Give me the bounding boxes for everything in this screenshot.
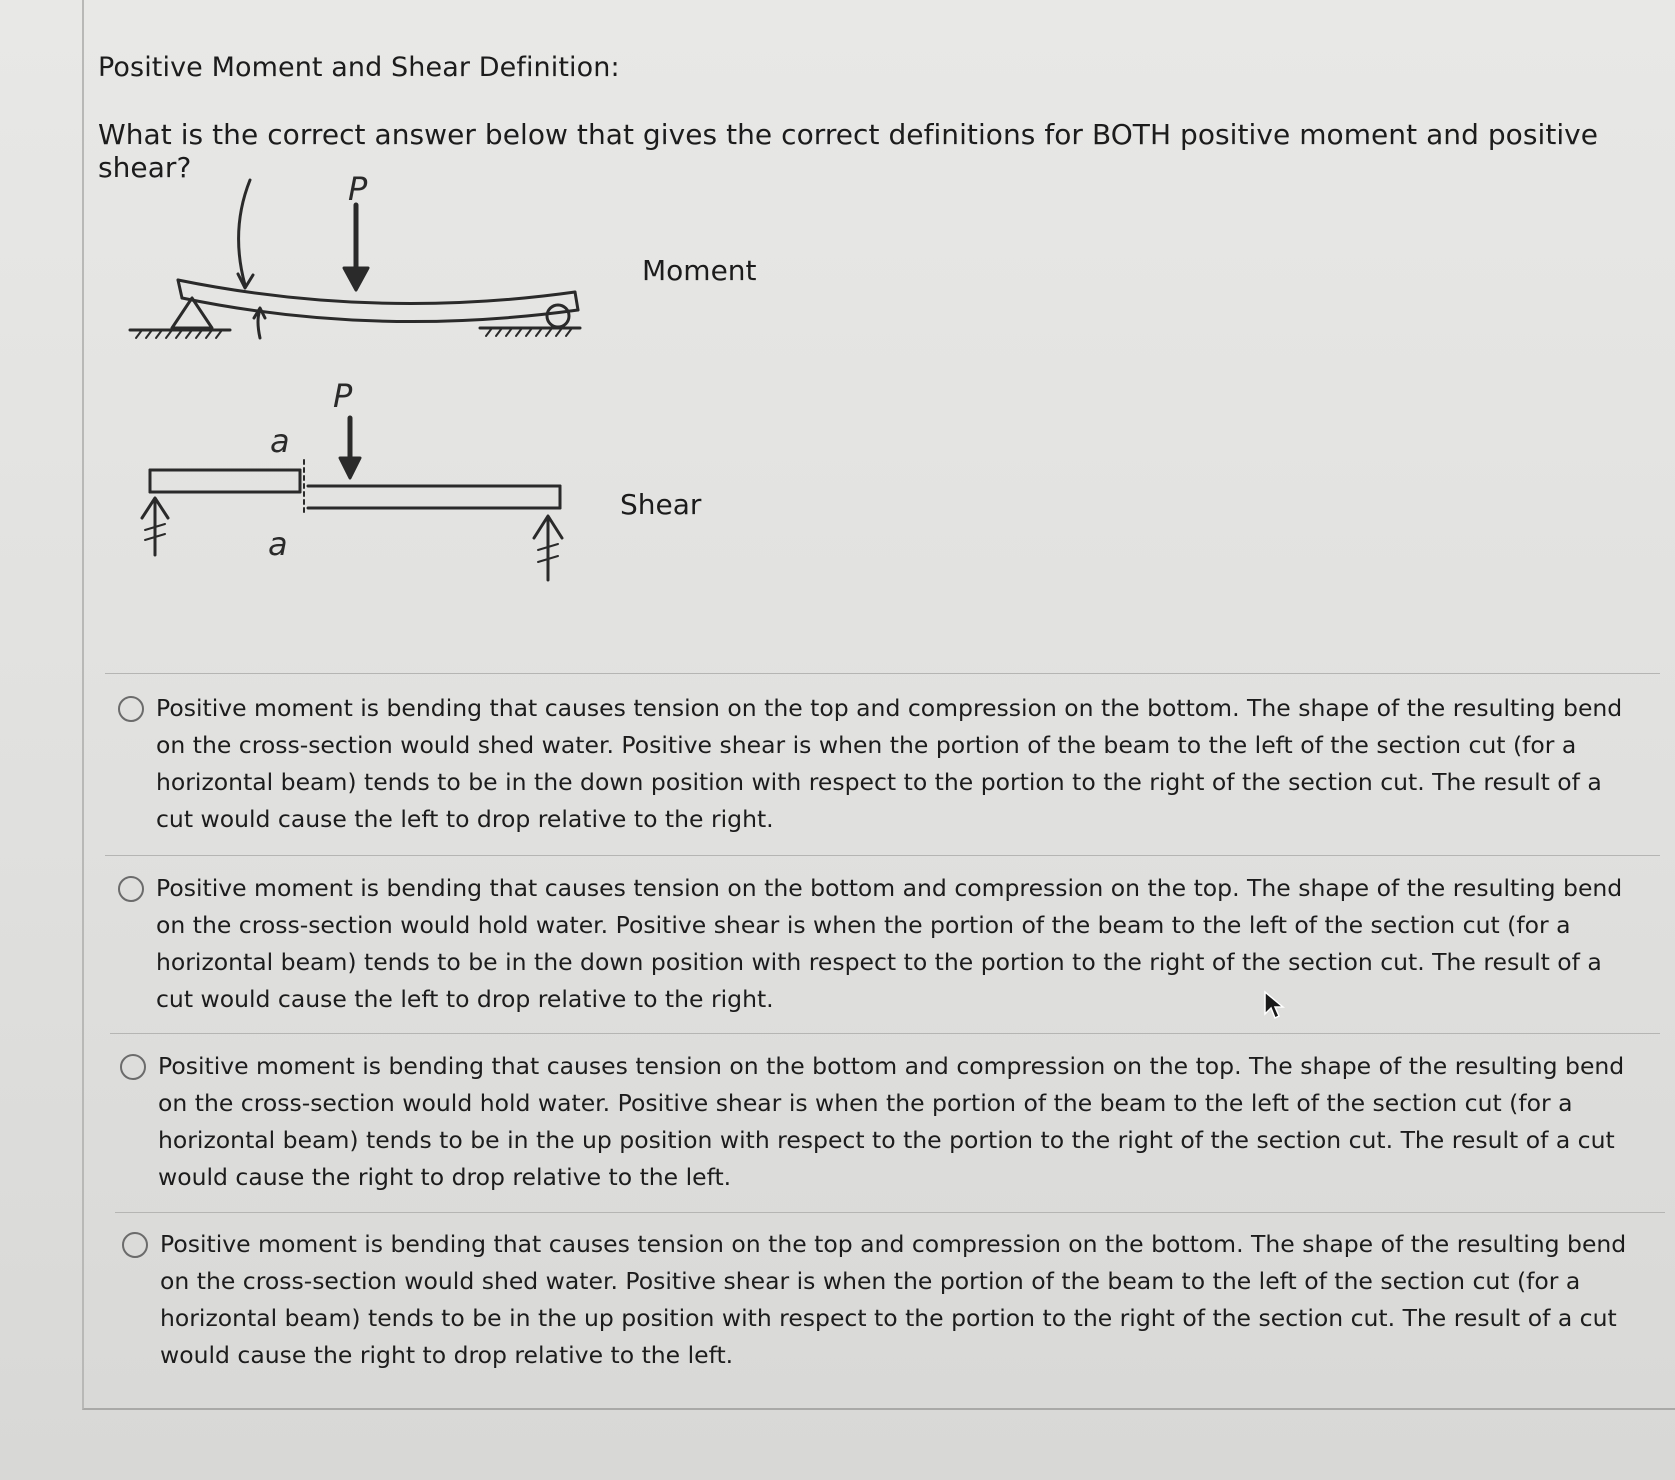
shear-label: Shear <box>620 488 702 521</box>
answer-option-4[interactable] <box>122 1226 1640 1374</box>
question-prompt: What is the correct answer below that gives the correct definitions for BOTH positive moment and positive shear? <box>98 118 1599 184</box>
answer-text: Positive moment is bending that causes tension on the top and compression on the bottom. The shape of the resulting bend on the cross-section would shed water. Positive shear is when the portion of the beam to the left of the section cut (for a horizontal beam) tends to be in the up position with respect to the portion to the right of the section cut. The result of a cut would cause the right to drop relative to the left. <box>160 1230 1627 1369</box>
radio-button[interactable] <box>120 1054 146 1080</box>
radio-button[interactable] <box>118 876 144 902</box>
answer-text: Positive moment is bending that causes tension on the bottom and compression on the top. The shape of the resulting bend on the cross-section would hold water. Positive shear is when the portion of the beam to the left of the section cut (for a horizontal beam) tends to be in the up position with respect to the portion to the right of the section cut. The result of a cut would cause the right to drop relative to the left. <box>158 1052 1625 1191</box>
load-label-bottom: P <box>333 377 353 415</box>
answer-option-1[interactable] <box>118 690 1636 838</box>
section-label-top: a <box>270 422 290 460</box>
divider <box>115 1212 1665 1213</box>
radio-button[interactable] <box>118 696 144 722</box>
answer-option-2[interactable] <box>118 870 1636 1018</box>
mouse-cursor-icon <box>1263 990 1285 1020</box>
divider <box>110 1033 1660 1034</box>
beam-figure <box>120 170 820 640</box>
answer-text: Positive moment is bending that causes tension on the top and compression on the bottom. The shape of the resulting bend on the cross-section would shed water. Positive shear is when the portion of the beam to the left of the section cut (for a horizontal beam) tends to be in the down position with respect to the portion to the right of the section cut. The result of a cut would cause the left to drop relative to the right. <box>156 694 1623 833</box>
question-title: Positive Moment and Shear Definition: <box>98 52 620 83</box>
radio-button[interactable] <box>122 1232 148 1258</box>
divider <box>105 855 1660 856</box>
section-label-bottom: a <box>268 525 288 563</box>
divider <box>105 673 1660 674</box>
beam-diagram <box>120 170 820 640</box>
answer-text: Positive moment is bending that causes tension on the bottom and compression on the top. The shape of the resulting bend on the cross-section would hold water. Positive shear is when the portion of the beam to the left of the section cut (for a horizontal beam) tends to be in the down position with respect to the portion to the right of the section cut. The result of a cut would cause the left to drop relative to the right. <box>156 874 1623 1013</box>
moment-label: Moment <box>642 254 757 287</box>
answer-option-3[interactable] <box>120 1048 1638 1196</box>
load-label-top: P <box>348 170 368 208</box>
